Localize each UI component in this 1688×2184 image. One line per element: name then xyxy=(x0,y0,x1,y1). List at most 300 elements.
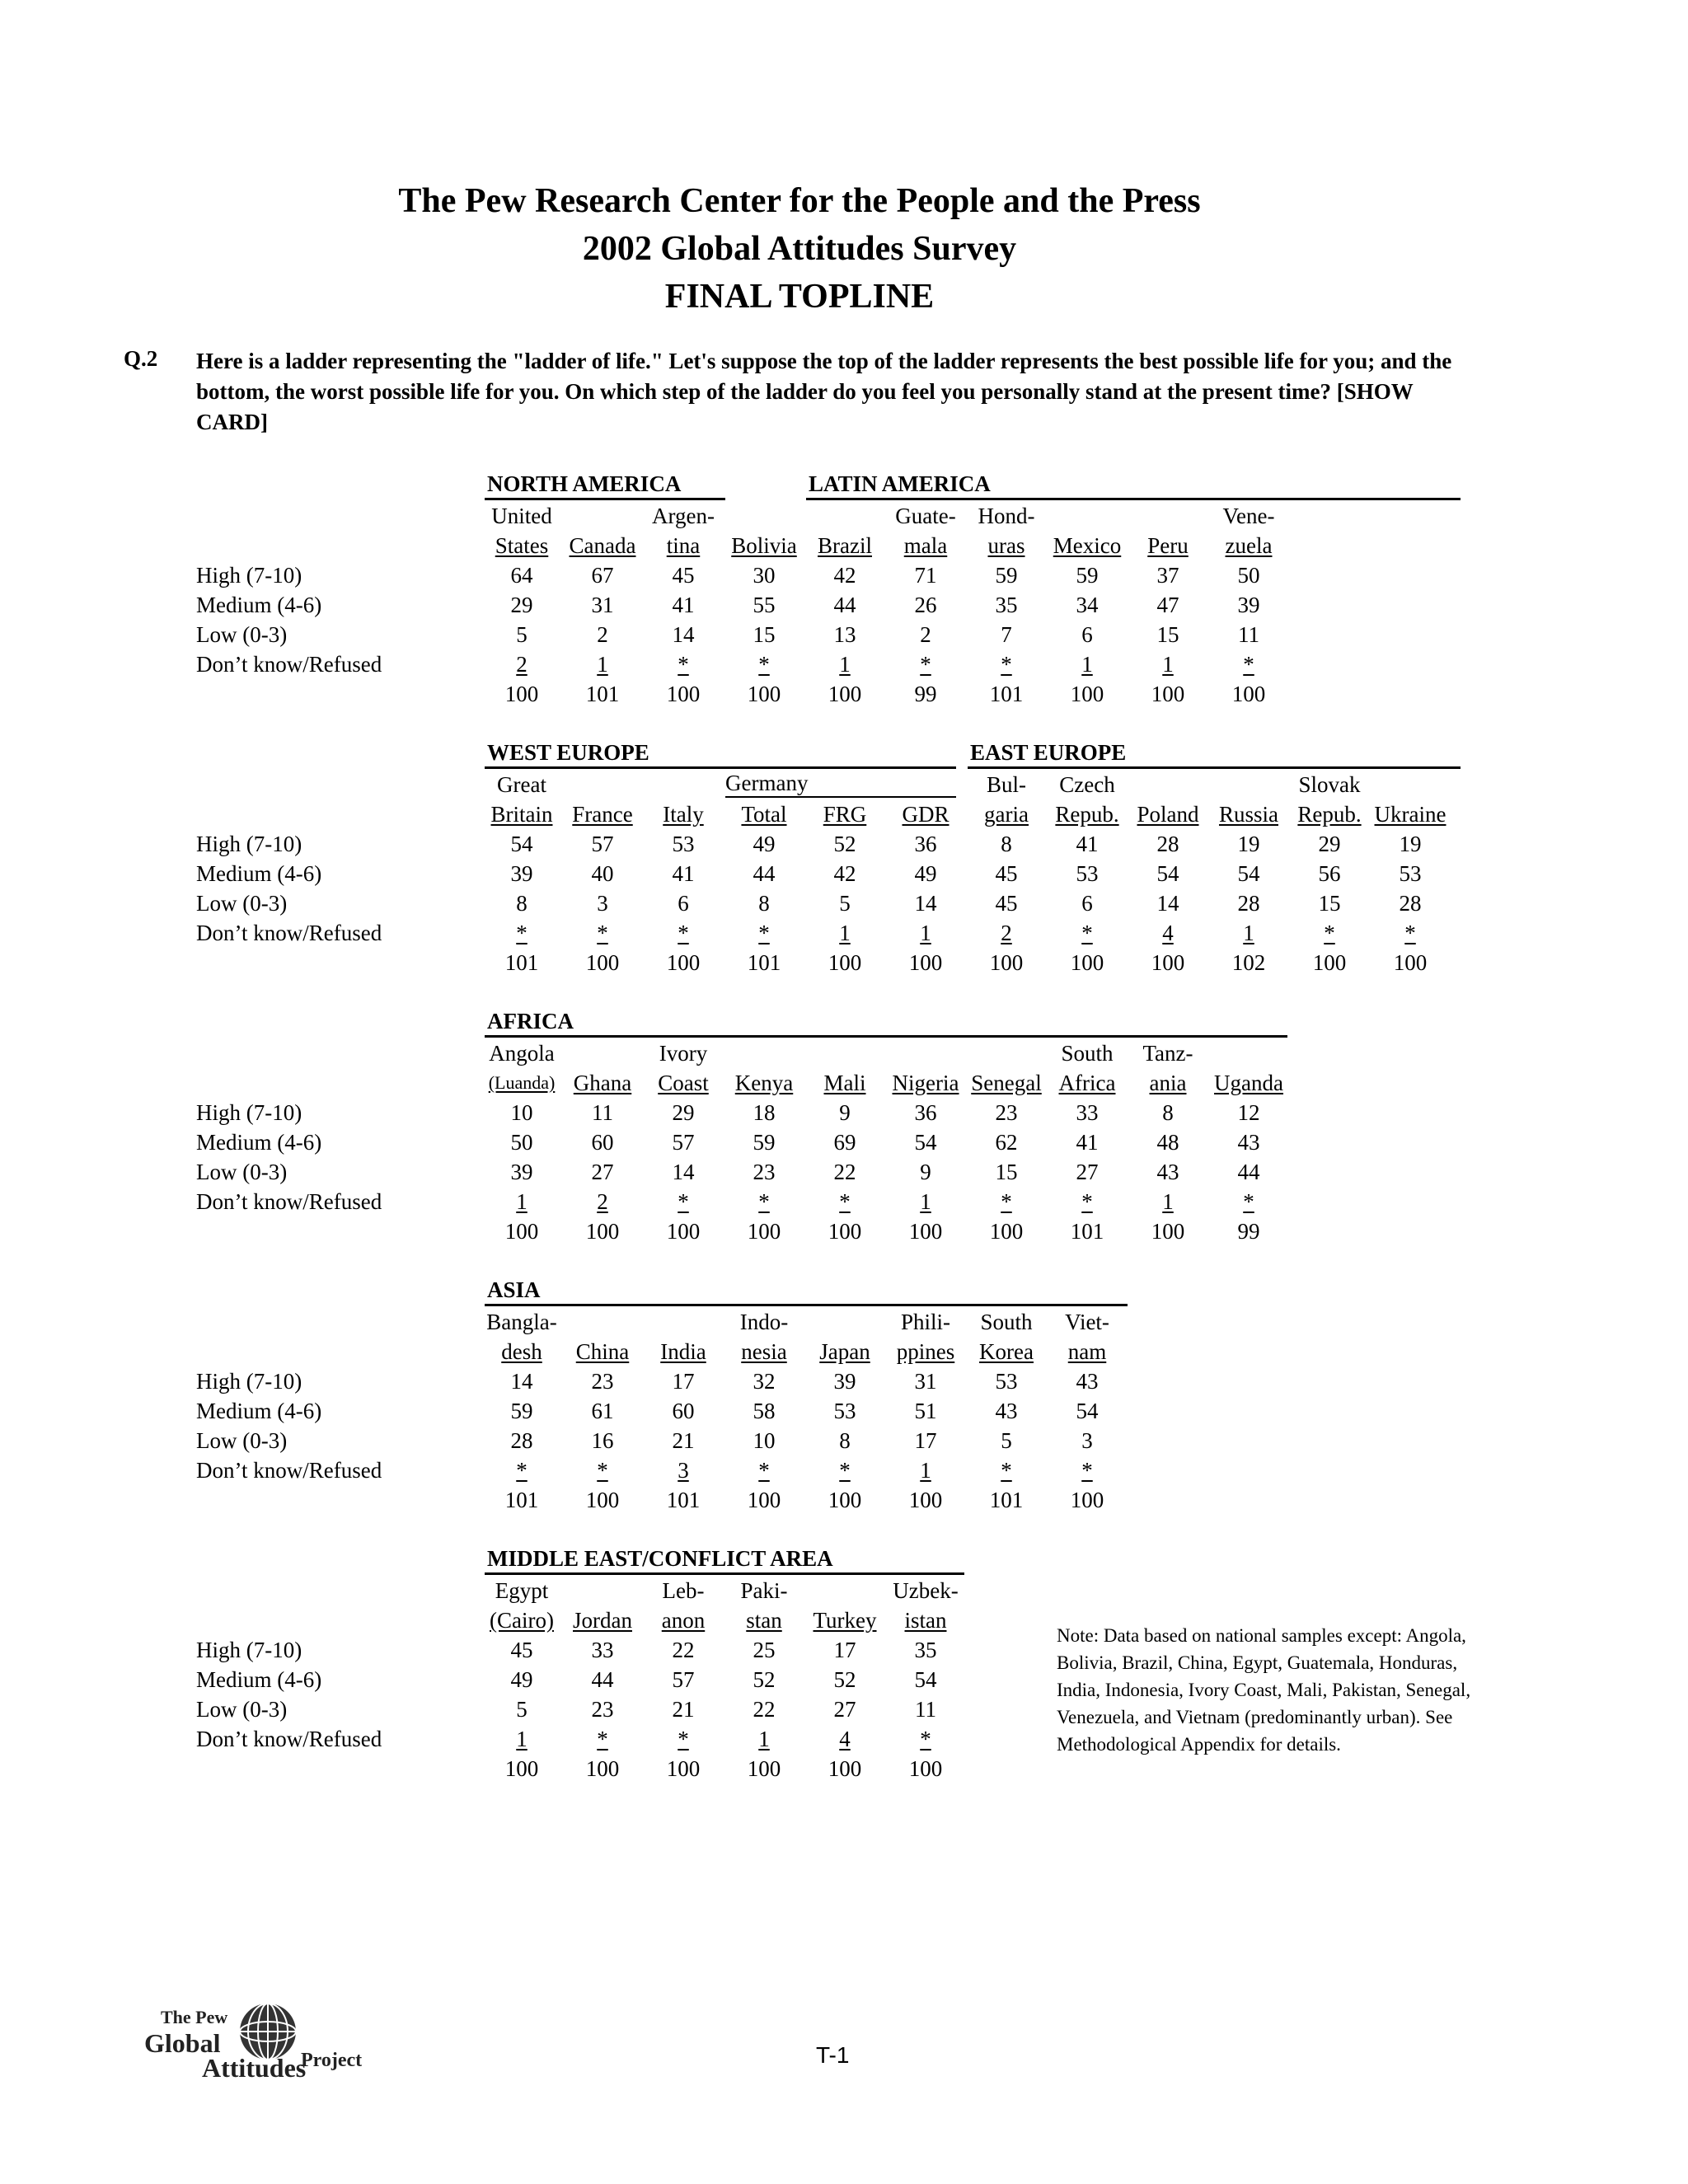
cell-value: 100 xyxy=(1151,682,1185,706)
cell-value: 54 xyxy=(1156,861,1179,886)
cell-value: 100 xyxy=(1393,950,1428,975)
table-cell xyxy=(1208,1216,1289,1246)
cell-value: 29 xyxy=(672,1100,695,1125)
cell-value: 1 xyxy=(1081,652,1093,677)
cell-value: 101 xyxy=(1070,1219,1104,1244)
table-cell xyxy=(804,560,885,590)
column-header xyxy=(804,1068,885,1098)
table-cell xyxy=(1370,918,1451,948)
table-cell xyxy=(1208,1098,1289,1127)
cell-value: 42 xyxy=(833,861,856,886)
table-cell xyxy=(724,1216,804,1246)
table-cell xyxy=(643,1455,724,1485)
table-cell xyxy=(481,560,562,590)
column-header xyxy=(562,531,643,560)
row-label: Medium (4-6) xyxy=(196,1130,322,1155)
table-cell xyxy=(643,1127,724,1157)
table-cell xyxy=(966,1098,1047,1127)
table-cell xyxy=(1047,1366,1128,1396)
column-header xyxy=(885,531,966,560)
cell-value: 2 xyxy=(1001,921,1012,945)
table-cell xyxy=(885,829,966,859)
column-header xyxy=(966,1337,1047,1366)
cell-value: * xyxy=(597,1727,608,1751)
table-cell xyxy=(804,1098,885,1127)
row-label: Low (0-3) xyxy=(196,891,288,916)
column-header-line1: Tanz- xyxy=(1142,1041,1193,1066)
cell-value: 1 xyxy=(839,921,851,945)
table-cell xyxy=(885,560,966,590)
cell-value: * xyxy=(597,1458,608,1483)
column-header xyxy=(966,799,1047,829)
column-header-label: zuela xyxy=(1225,533,1273,558)
column-header-line1: Uzbek- xyxy=(893,1578,959,1603)
table-cell xyxy=(1047,1396,1128,1426)
cell-value: 5 xyxy=(516,622,528,647)
cell-value: * xyxy=(1081,1458,1093,1483)
cell-value: 1 xyxy=(516,1189,528,1214)
row-label: Don’t know/Refused xyxy=(196,1727,382,1751)
cell-value: * xyxy=(516,1458,528,1483)
cell-value: 1 xyxy=(1243,921,1254,945)
column-header-label: anon xyxy=(661,1608,706,1633)
table-cell xyxy=(1370,859,1451,888)
row-label: Low (0-3) xyxy=(196,1697,288,1722)
cell-value: 1 xyxy=(920,921,931,945)
cell-value: * xyxy=(758,1458,770,1483)
cell-value: 100 xyxy=(908,1756,943,1781)
region-name: EAST EUROPE xyxy=(970,740,1127,765)
cell-value: 12 xyxy=(1237,1100,1260,1125)
column-header-line1: Slovak xyxy=(1298,772,1361,797)
table-cell xyxy=(481,1216,562,1246)
table-cell xyxy=(966,679,1047,709)
table-cell xyxy=(724,1635,804,1665)
cell-value: 6 xyxy=(1081,891,1093,916)
cell-value: 100 xyxy=(1231,682,1266,706)
table-cell xyxy=(643,620,724,649)
column-header-label: Turkey xyxy=(813,1608,877,1633)
cell-value: 44 xyxy=(1237,1160,1260,1184)
table-cell xyxy=(481,1635,562,1665)
column-header-label: Repub. xyxy=(1055,802,1119,827)
cell-value: 52 xyxy=(833,832,856,856)
cell-value: * xyxy=(758,652,770,677)
column-header xyxy=(1047,1068,1128,1098)
cell-value: 35 xyxy=(914,1638,937,1662)
cell-value: 101 xyxy=(989,1488,1024,1512)
cell-value: 100 xyxy=(989,1219,1024,1244)
table-cell xyxy=(885,649,966,679)
table-cell xyxy=(724,1455,804,1485)
table-cell xyxy=(562,1098,643,1127)
cell-value: 1 xyxy=(920,1458,931,1483)
header-line-1: The Pew Research Center for the People and the Press xyxy=(398,182,1201,220)
table-cell xyxy=(481,620,562,649)
cell-value: 30 xyxy=(753,563,776,588)
table-cell xyxy=(804,620,885,649)
table-cell xyxy=(562,888,643,918)
table-cell xyxy=(724,1187,804,1216)
region-name: NORTH AMERICA xyxy=(487,471,682,496)
column-header-line1: Angola xyxy=(489,1041,555,1066)
cell-value: 57 xyxy=(672,1130,695,1155)
column-header xyxy=(885,799,966,829)
cell-value: 100 xyxy=(1070,682,1104,706)
cell-value: 16 xyxy=(591,1428,614,1453)
table-cell xyxy=(562,1216,643,1246)
column-header-line1: Leb- xyxy=(662,1578,705,1603)
cell-value: 100 xyxy=(585,1488,620,1512)
table-cell xyxy=(1128,1157,1208,1187)
cell-value: 14 xyxy=(1156,891,1179,916)
row-label: Low (0-3) xyxy=(196,1428,288,1453)
cell-value: 10 xyxy=(510,1100,533,1125)
table-cell xyxy=(804,948,885,977)
table-cell xyxy=(724,1098,804,1127)
column-header-label: tina xyxy=(666,533,701,558)
table-cell xyxy=(1208,888,1289,918)
row-label: Low (0-3) xyxy=(196,622,288,647)
table-cell xyxy=(562,1396,643,1426)
table-cell xyxy=(562,1157,643,1187)
column-header-label: France xyxy=(572,802,633,827)
table-cell xyxy=(966,1366,1047,1396)
table-cell xyxy=(562,1366,643,1396)
column-header xyxy=(481,1337,562,1366)
row-label: Don’t know/Refused xyxy=(196,1458,382,1483)
cell-value: 41 xyxy=(1076,1130,1099,1155)
cell-value: * xyxy=(1324,921,1335,945)
column-header xyxy=(804,1605,885,1635)
column-header-line1: South xyxy=(1061,1041,1114,1066)
cell-value: 41 xyxy=(672,593,695,617)
table-cell xyxy=(1047,1485,1128,1515)
table-cell xyxy=(885,918,966,948)
cell-value: 5 xyxy=(839,891,851,916)
table-cell xyxy=(643,679,724,709)
cell-value: * xyxy=(678,652,689,677)
cell-value: 34 xyxy=(1076,593,1099,617)
cell-value: 101 xyxy=(747,950,781,975)
table-cell xyxy=(724,679,804,709)
table-cell xyxy=(804,590,885,620)
column-header xyxy=(481,1605,562,1635)
table-cell xyxy=(724,1485,804,1515)
column-header-label: India xyxy=(660,1339,706,1364)
column-header-label: Ghana xyxy=(573,1071,632,1095)
table-cell xyxy=(804,1485,885,1515)
column-header-line1: Argen- xyxy=(652,504,715,528)
column-header-line1: United xyxy=(491,504,552,528)
cell-value: 13 xyxy=(833,622,856,647)
table-cell xyxy=(724,1754,804,1783)
column-header-label: Repub. xyxy=(1297,802,1362,827)
cell-value: 43 xyxy=(1076,1369,1099,1394)
column-header-label: Korea xyxy=(979,1339,1034,1364)
table-cell xyxy=(885,1754,966,1783)
column-header xyxy=(724,799,804,829)
cell-value: * xyxy=(1001,1458,1012,1483)
cell-value: 39 xyxy=(510,861,533,886)
table-cell xyxy=(481,1754,562,1783)
table-cell xyxy=(1128,888,1208,918)
table-cell xyxy=(481,918,562,948)
table-cell xyxy=(643,948,724,977)
cell-value: 54 xyxy=(1237,861,1260,886)
table-cell xyxy=(562,1694,643,1724)
cell-value: * xyxy=(1081,921,1093,945)
cell-value: 100 xyxy=(828,950,862,975)
cell-value: 32 xyxy=(753,1369,776,1394)
table-cell xyxy=(966,1157,1047,1187)
table-cell xyxy=(885,948,966,977)
table-cell xyxy=(804,888,885,918)
table-cell xyxy=(1047,1098,1128,1127)
column-header xyxy=(481,531,562,560)
table-cell xyxy=(724,918,804,948)
table-cell xyxy=(1047,1216,1128,1246)
cell-value: 100 xyxy=(989,950,1024,975)
cell-value: 39 xyxy=(1237,593,1260,617)
table-cell xyxy=(1208,948,1289,977)
table-cell xyxy=(1208,859,1289,888)
region-heading xyxy=(968,740,1461,769)
column-header-label: Mexico xyxy=(1053,533,1122,558)
cell-value: 6 xyxy=(1081,622,1093,647)
cell-value: 28 xyxy=(1399,891,1422,916)
cell-value: 101 xyxy=(666,1488,701,1512)
column-header xyxy=(643,531,724,560)
table-cell xyxy=(1128,679,1208,709)
table-cell xyxy=(1289,829,1370,859)
table-cell xyxy=(804,1187,885,1216)
column-header-line1: Great xyxy=(497,772,546,797)
cell-value: 43 xyxy=(1237,1130,1260,1155)
column-header xyxy=(1208,799,1289,829)
column-header-label: Kenya xyxy=(734,1071,794,1095)
column-header-line1: Bul- xyxy=(986,772,1026,797)
cell-value: * xyxy=(597,921,608,945)
table-cell xyxy=(1047,590,1128,620)
region-name: LATIN AMERICA xyxy=(809,471,991,496)
cell-value: 6 xyxy=(678,891,689,916)
table-cell xyxy=(1047,859,1128,888)
row-label: Don’t know/Refused xyxy=(196,652,382,677)
table-cell xyxy=(1289,888,1370,918)
column-header xyxy=(1047,1337,1128,1366)
table-cell xyxy=(966,918,1047,948)
column-header xyxy=(885,1068,966,1098)
table-cell xyxy=(1047,1157,1128,1187)
table-cell xyxy=(724,620,804,649)
cell-value: 17 xyxy=(914,1428,937,1453)
cell-value: 29 xyxy=(1318,832,1341,856)
cell-value: 42 xyxy=(833,563,856,588)
pew-global-attitudes-logo xyxy=(144,1990,392,2081)
table-cell xyxy=(966,948,1047,977)
cell-value: 27 xyxy=(833,1697,856,1722)
table-cell xyxy=(885,1665,966,1694)
table-cell xyxy=(804,1157,885,1187)
table-cell xyxy=(1128,859,1208,888)
table-cell xyxy=(724,1366,804,1396)
cell-value: 100 xyxy=(828,1756,862,1781)
column-header xyxy=(643,799,724,829)
row-label: Low (0-3) xyxy=(196,1160,288,1184)
cell-value: 100 xyxy=(1151,950,1185,975)
table-cell xyxy=(481,1396,562,1426)
row-label: High (7-10) xyxy=(196,1100,302,1125)
cell-value: 2 xyxy=(597,1189,608,1214)
table-cell xyxy=(481,1187,562,1216)
cell-value: 99 xyxy=(1237,1219,1260,1244)
table-cell xyxy=(804,829,885,859)
cell-value: 100 xyxy=(1312,950,1347,975)
table-cell xyxy=(562,1754,643,1783)
cell-value: 52 xyxy=(833,1667,856,1692)
cell-value: 100 xyxy=(1070,950,1104,975)
table-cell xyxy=(885,679,966,709)
column-header-label: States xyxy=(495,533,549,558)
cell-value: 21 xyxy=(672,1428,695,1453)
cell-value: 22 xyxy=(833,1160,856,1184)
column-header xyxy=(1289,799,1370,829)
table-cell xyxy=(1128,620,1208,649)
cell-value: 40 xyxy=(591,861,614,886)
cell-value: 69 xyxy=(833,1130,856,1155)
cell-value: 41 xyxy=(672,861,695,886)
table-cell xyxy=(724,859,804,888)
cell-value: 44 xyxy=(753,861,776,886)
cell-value: * xyxy=(516,921,528,945)
table-cell xyxy=(885,1455,966,1485)
table-cell xyxy=(724,1396,804,1426)
table-cell xyxy=(966,859,1047,888)
table-cell xyxy=(966,888,1047,918)
column-header xyxy=(643,1068,724,1098)
column-header-label: Africa xyxy=(1058,1071,1116,1095)
region-heading xyxy=(485,471,725,500)
cell-value: 4 xyxy=(839,1727,851,1751)
cell-value: 100 xyxy=(1151,1219,1185,1244)
column-header xyxy=(724,1068,804,1098)
cell-value: 53 xyxy=(672,832,695,856)
cell-value: 11 xyxy=(915,1697,936,1722)
cell-value: 9 xyxy=(839,1100,851,1125)
cell-value: 56 xyxy=(1318,861,1341,886)
cell-value: 67 xyxy=(591,563,614,588)
cell-value: 54 xyxy=(510,832,533,856)
table-cell xyxy=(481,948,562,977)
column-header xyxy=(1208,1068,1289,1098)
table-cell xyxy=(1289,948,1370,977)
cell-value: 23 xyxy=(591,1369,614,1394)
table-cell xyxy=(643,1426,724,1455)
cell-value: * xyxy=(678,921,689,945)
table-cell xyxy=(885,590,966,620)
table-cell xyxy=(1128,1098,1208,1127)
table-cell xyxy=(643,649,724,679)
cell-value: 22 xyxy=(753,1697,776,1722)
column-header-label: (Cairo) xyxy=(490,1608,554,1633)
table-cell xyxy=(1128,1127,1208,1157)
table-cell xyxy=(724,829,804,859)
cell-value: 49 xyxy=(914,861,937,886)
cell-value: 1 xyxy=(920,1189,931,1214)
table-cell xyxy=(643,560,724,590)
cell-value: 15 xyxy=(753,622,776,647)
cell-value: * xyxy=(758,921,770,945)
table-cell xyxy=(1047,888,1128,918)
column-header xyxy=(724,1337,804,1366)
table-cell xyxy=(1128,1187,1208,1216)
table-cell xyxy=(885,1724,966,1754)
cell-value: 17 xyxy=(672,1369,695,1394)
table-cell xyxy=(562,620,643,649)
table-cell xyxy=(1047,1187,1128,1216)
table-cell xyxy=(562,1485,643,1515)
column-header xyxy=(643,1337,724,1366)
table-cell xyxy=(804,1396,885,1426)
table-cell xyxy=(1208,620,1289,649)
cell-value: 59 xyxy=(510,1399,533,1423)
table-cell xyxy=(966,649,1047,679)
cell-value: 49 xyxy=(753,832,776,856)
table-cell xyxy=(643,1724,724,1754)
logo-text-attitudes: Attitudes xyxy=(202,2053,307,2081)
cell-value: 101 xyxy=(585,682,620,706)
table-cell xyxy=(1047,1455,1128,1485)
cell-value: 10 xyxy=(753,1428,776,1453)
table-cell xyxy=(1208,649,1289,679)
table-cell xyxy=(643,1216,724,1246)
table-cell xyxy=(885,1396,966,1426)
cell-value: 5 xyxy=(516,1697,528,1722)
cell-value: 35 xyxy=(995,593,1018,617)
cell-value: 31 xyxy=(914,1369,937,1394)
column-header xyxy=(724,1605,804,1635)
table-cell xyxy=(481,1127,562,1157)
cell-value: 100 xyxy=(908,1219,943,1244)
cell-value: 100 xyxy=(504,682,539,706)
table-cell xyxy=(724,560,804,590)
column-header-label: GDR xyxy=(902,802,950,827)
column-header xyxy=(1208,531,1289,560)
region-heading xyxy=(806,471,1461,500)
region-name: MIDDLE EAST/CONFLICT AREA xyxy=(487,1546,833,1571)
cell-value: * xyxy=(839,1189,851,1214)
column-header xyxy=(966,1068,1047,1098)
table-cell xyxy=(481,1694,562,1724)
column-header-label: Bolivia xyxy=(731,533,797,558)
cell-value: * xyxy=(1001,1189,1012,1214)
column-header xyxy=(1047,531,1128,560)
row-label: Don’t know/Refused xyxy=(196,1189,382,1214)
cell-value: 54 xyxy=(1076,1399,1099,1423)
column-header-label: Poland xyxy=(1137,802,1199,827)
cell-value: 23 xyxy=(591,1697,614,1722)
column-header-label: istan xyxy=(904,1608,947,1633)
cell-value: 64 xyxy=(510,563,533,588)
cell-value: 102 xyxy=(1231,950,1266,975)
cell-value: 101 xyxy=(989,682,1024,706)
column-header-line1: Vene- xyxy=(1222,504,1275,528)
column-header xyxy=(1128,799,1208,829)
column-header-line1: Indo- xyxy=(739,1310,789,1334)
cell-value: 60 xyxy=(591,1130,614,1155)
column-header xyxy=(481,1068,562,1098)
